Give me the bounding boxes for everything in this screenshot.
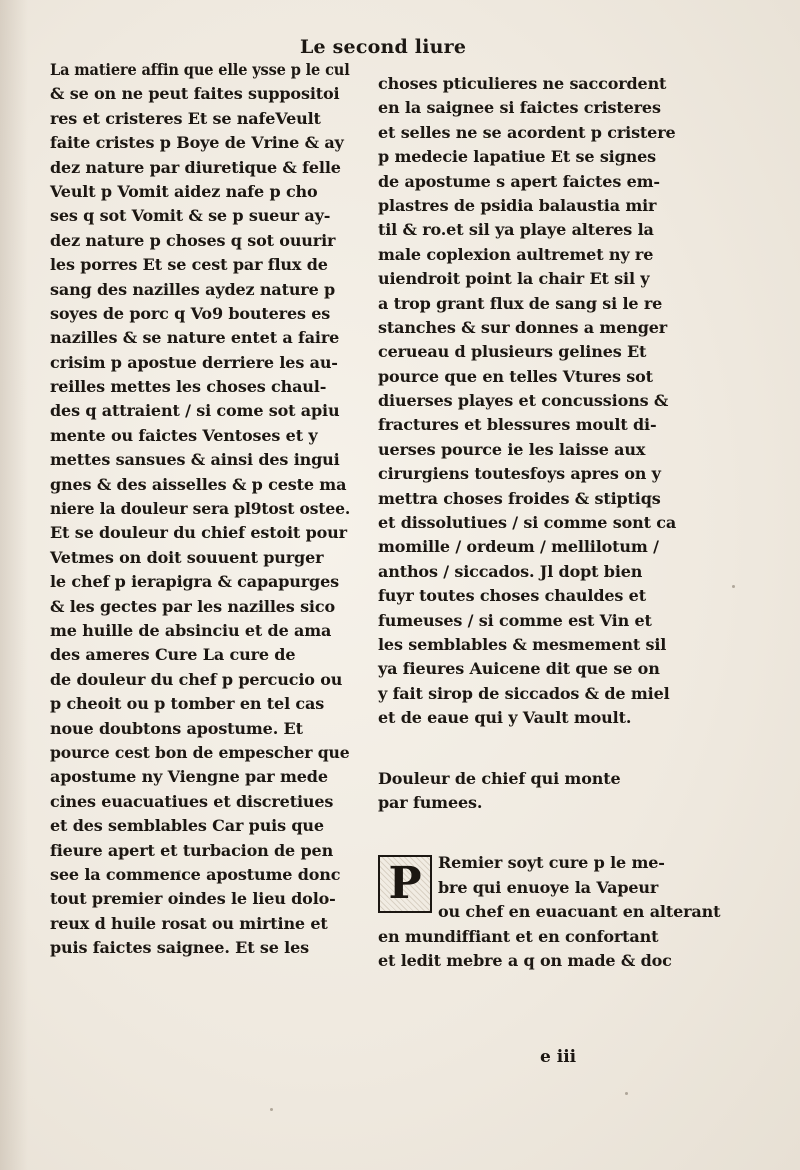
text-line: ou chef en euacuant en alterant — [438, 902, 721, 922]
text-line: ya fieures Auicene dit que se on — [378, 659, 660, 679]
text-line: Veult p Vomit aidez nafe p cho — [50, 181, 318, 201]
text-line: pource cest bon de empescher que — [50, 742, 350, 762]
text-line: fumeuses / si comme est Vin et — [378, 610, 652, 630]
text-line: Vetmes on doit souuent purger — [50, 547, 324, 567]
text-line: y fait sirop de siccados & de miel — [378, 683, 670, 703]
text-line: cines euacuatiues et discretiues — [50, 791, 334, 811]
heading-line: Douleur de chief qui monte — [378, 768, 621, 788]
text-line: niere la douleur sera pl9tost ostee. — [50, 499, 351, 519]
paper-speck — [625, 1092, 628, 1095]
text-line: noue doubtons apostume. Et — [50, 718, 303, 738]
right-text-column — [378, 72, 721, 973]
heading-line: par fumees. — [378, 792, 483, 812]
text-line: nazilles & se nature entet a faire — [50, 328, 340, 348]
text-line: cerueau d plusieurs gelines Et — [378, 342, 647, 362]
text-line: et ledit mebre a q on made & doc — [378, 950, 672, 970]
text-line: dez nature par diuretique & felle — [50, 157, 341, 177]
section-body — [378, 851, 721, 973]
text-line: see la commence apostume donc — [50, 864, 341, 884]
text-line: & les gectes par les nazilles sico — [50, 596, 335, 616]
text-line: en mundiffiant et en confortant — [378, 926, 659, 946]
text-line: choses pticulieres ne saccordent — [378, 74, 667, 93]
text-line: et de eaue qui y Vault moult. — [378, 708, 632, 728]
text-line: de apostume s apert faictes em- — [378, 171, 660, 191]
text-line: des q attraient / si come sot apiu — [50, 401, 340, 421]
text-line: uerses pource ie les laisse aux — [378, 439, 646, 459]
text-line: faite cristes p Boye de Vrine & ay — [50, 133, 344, 153]
text-line: reux d huile rosat ou mirtine et — [50, 913, 328, 933]
text-line: diuerses playes et concussions & — [378, 391, 669, 411]
text-line: sang des nazilles aydez nature p — [50, 279, 336, 299]
text-line: soyes de porc q Vo9 bouteres es — [50, 303, 331, 323]
text-line: La matiere affin que elle ysse p le cul — [50, 60, 350, 79]
text-line: a trop grant flux de sang si le re — [378, 293, 663, 313]
text-line: les semblables & mesmement sil — [378, 634, 667, 654]
section-heading — [378, 767, 690, 816]
gutter-shadow — [0, 0, 28, 1170]
text-line: stanches & sur donnes a menger — [378, 317, 668, 337]
text-line: mente ou faictes Ventoses et y — [50, 425, 318, 445]
text-line: crisim p apostue derriere les au- — [50, 352, 338, 372]
text-line: apostume ny Viengne par mede — [50, 767, 328, 787]
paper-speck — [270, 1108, 273, 1111]
paper-speck — [178, 870, 181, 873]
right-column-paragraph — [378, 72, 690, 731]
text-line: fieure apert et turbacion de pen — [50, 840, 334, 860]
text-line: et selles ne se acordent p cristere — [378, 122, 676, 142]
text-line: anthos / siccados. Jl dopt bien — [378, 561, 643, 581]
text-line: bre qui enuoye la Vapeur — [438, 877, 659, 897]
running-head: Le second liure — [300, 36, 467, 58]
signature-mark: e iii — [540, 1047, 577, 1067]
text-line: p medecie lapatiue Et se signes — [378, 147, 657, 167]
text-line: mettra choses froides & stiptiqs — [378, 488, 661, 508]
paper-speck — [732, 585, 735, 588]
text-line: fuyr toutes choses chauldes et — [378, 586, 646, 606]
text-line: til & ro.et sil ya playe alteres la — [378, 220, 654, 240]
text-line: fractures et blessures moult di- — [378, 415, 657, 435]
text-line: & se on ne peut faites suppositoi — [50, 84, 340, 104]
text-line: le chef p ierapigra & capapurges — [50, 572, 339, 592]
text-line: et dissolutiues / si comme sont ca — [378, 513, 677, 533]
text-line: de douleur du chef p percucio ou — [50, 669, 343, 689]
left-text-column — [50, 58, 350, 960]
text-line: res et cristeres Et se nafeVeult — [50, 108, 321, 128]
text-line: reilles mettes les choses chaul- — [50, 377, 327, 397]
text-line: Remier soyt cure p le me- — [438, 853, 665, 873]
text-line: tout premier oindes le lieu dolo- — [50, 889, 336, 909]
text-line: p cheoit ou p tomber en tel cas — [50, 694, 325, 714]
section-spacer — [378, 815, 690, 851]
text-line: et des semblables Car puis que — [50, 816, 324, 836]
text-line: plastres de psidia balaustia mir — [378, 195, 657, 215]
text-line: pource que en telles Vtures sot — [378, 366, 653, 386]
text-line: me huille de absinciu et de ama — [50, 620, 332, 640]
text-line: en la saignee si faictes cristeres — [378, 98, 661, 118]
initial-letter: P — [388, 858, 422, 910]
text-line: momille / ordeum / mellilotum / — [378, 537, 659, 557]
text-line: ses q sot Vomit & se p sueur ay- — [50, 206, 331, 226]
text-line: male coplexion aultremet ny re — [378, 244, 654, 264]
text-line: gnes & des aisselles & p ceste ma — [50, 474, 347, 494]
text-line: Et se douleur du chief estoit pour — [50, 523, 347, 543]
text-line: dez nature p choses q sot ouurir — [50, 230, 336, 250]
text-line: uiendroit point la chair Et sil y — [378, 269, 650, 289]
text-line: cirurgiens toutesfoys apres on y — [378, 464, 661, 484]
text-line: les porres Et se cest par flux de — [50, 255, 328, 275]
decorated-initial — [378, 855, 432, 913]
text-line: mettes sansues & ainsi des ingui — [50, 450, 340, 470]
text-line: puis faictes saignee. Et se les — [50, 938, 309, 958]
text-line: des ameres Cure La cure de — [50, 645, 296, 665]
section-spacer — [378, 731, 690, 767]
